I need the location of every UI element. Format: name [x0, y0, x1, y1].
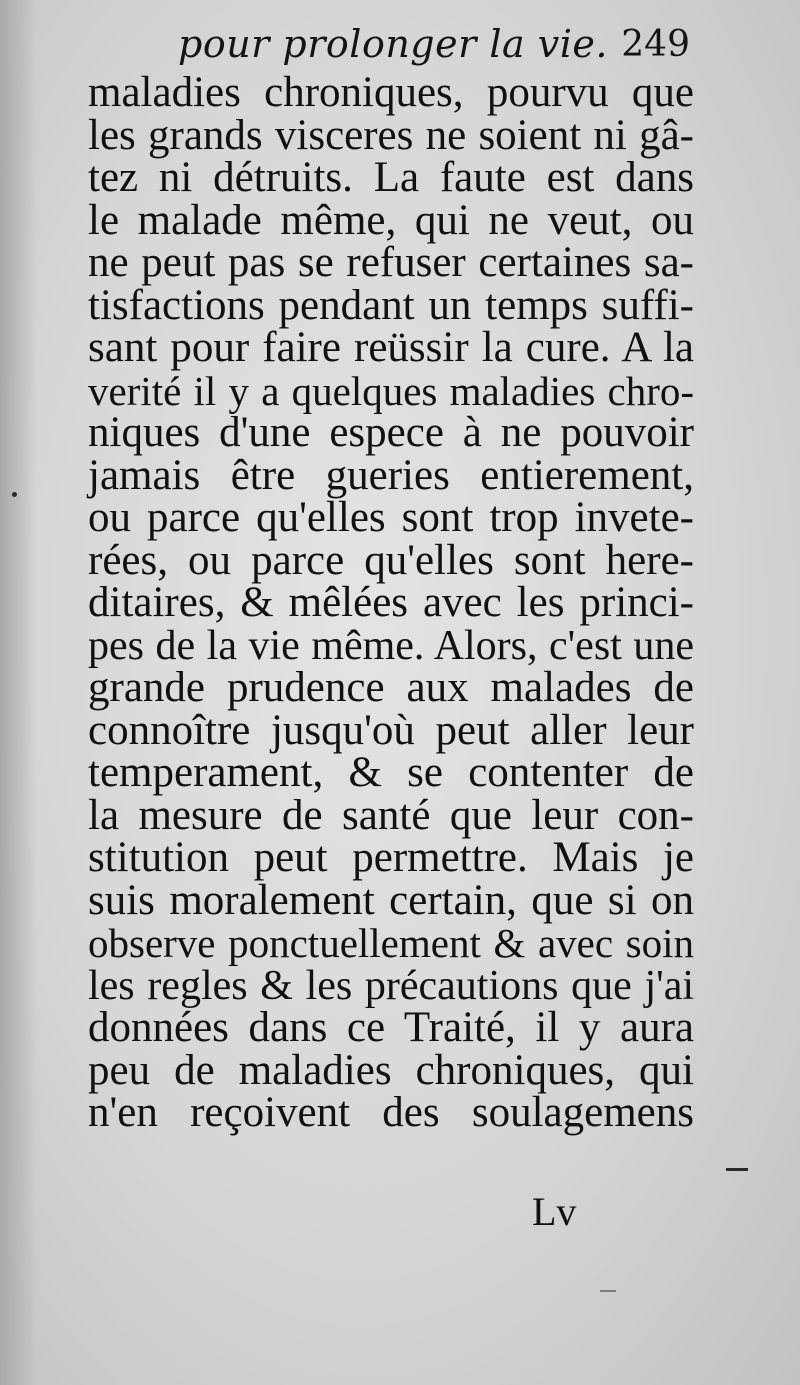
- text-line: jamais être gueries entierement,: [88, 451, 694, 499]
- text-line: connoître jusqu'où peut aller leur: [88, 706, 694, 754]
- page-edge-shadow: [0, 0, 38, 1385]
- text-line: tez ni détruits. La faute est dans: [88, 154, 694, 201]
- margin-speck: [726, 1168, 748, 1171]
- text-line: sant pour faire reüssir la cure. A la: [88, 324, 694, 371]
- running-head-title: pour prolonger la vie.: [178, 22, 608, 66]
- text-line: grande prudence aux malades de: [88, 664, 694, 711]
- body-text: [88, 69, 694, 1136]
- text-line: le malade même, qui ne veut, ou: [88, 196, 694, 244]
- text-line: la mesure de santé que leur con-: [88, 791, 694, 839]
- text-line: n'en reçoivent des soulagemens: [88, 1089, 694, 1136]
- text-line: temperament, & se contenter de: [88, 749, 694, 796]
- text-line: maladies chroniques, pourvu que: [88, 69, 694, 116]
- text-line: ne peut pas se refuser certaines sa-: [88, 239, 694, 286]
- text-line: stitution peut permettre. Mais je: [88, 834, 694, 881]
- signature-mark: Lv: [532, 1189, 577, 1234]
- text-line: tisfactions pendant un temps suffi-: [88, 281, 694, 329]
- text-line: les regles & les précautions que j'ai: [88, 962, 694, 1009]
- text-line: verité il y a quelques maladies chro-: [88, 367, 694, 414]
- text-line: données dans ce Traité, il y aura: [88, 1004, 694, 1051]
- text-line: les grands visceres ne soient ni gâ-: [88, 111, 694, 159]
- margin-speck: [12, 492, 17, 497]
- page-number: 249: [621, 24, 690, 65]
- text-line: niques d'une espece à ne pouvoir: [88, 409, 694, 456]
- text-line: peu de maladies chroniques, qui: [88, 1046, 694, 1094]
- text-line: ou parce qu'elles sont trop invete-: [88, 494, 694, 541]
- text-line: pes de la vie même. Alors, c'est une: [88, 622, 694, 669]
- text-line: observe ponctuellement & avec soin: [88, 920, 694, 966]
- margin-speck: [600, 1290, 616, 1292]
- text-line: rées, ou parce qu'elles sont here-: [88, 536, 694, 584]
- text-line: suis moralement certain, que si on: [88, 876, 694, 924]
- text-line: ditaires, & mêlées avec les princi-: [88, 579, 694, 626]
- running-head: [178, 22, 698, 72]
